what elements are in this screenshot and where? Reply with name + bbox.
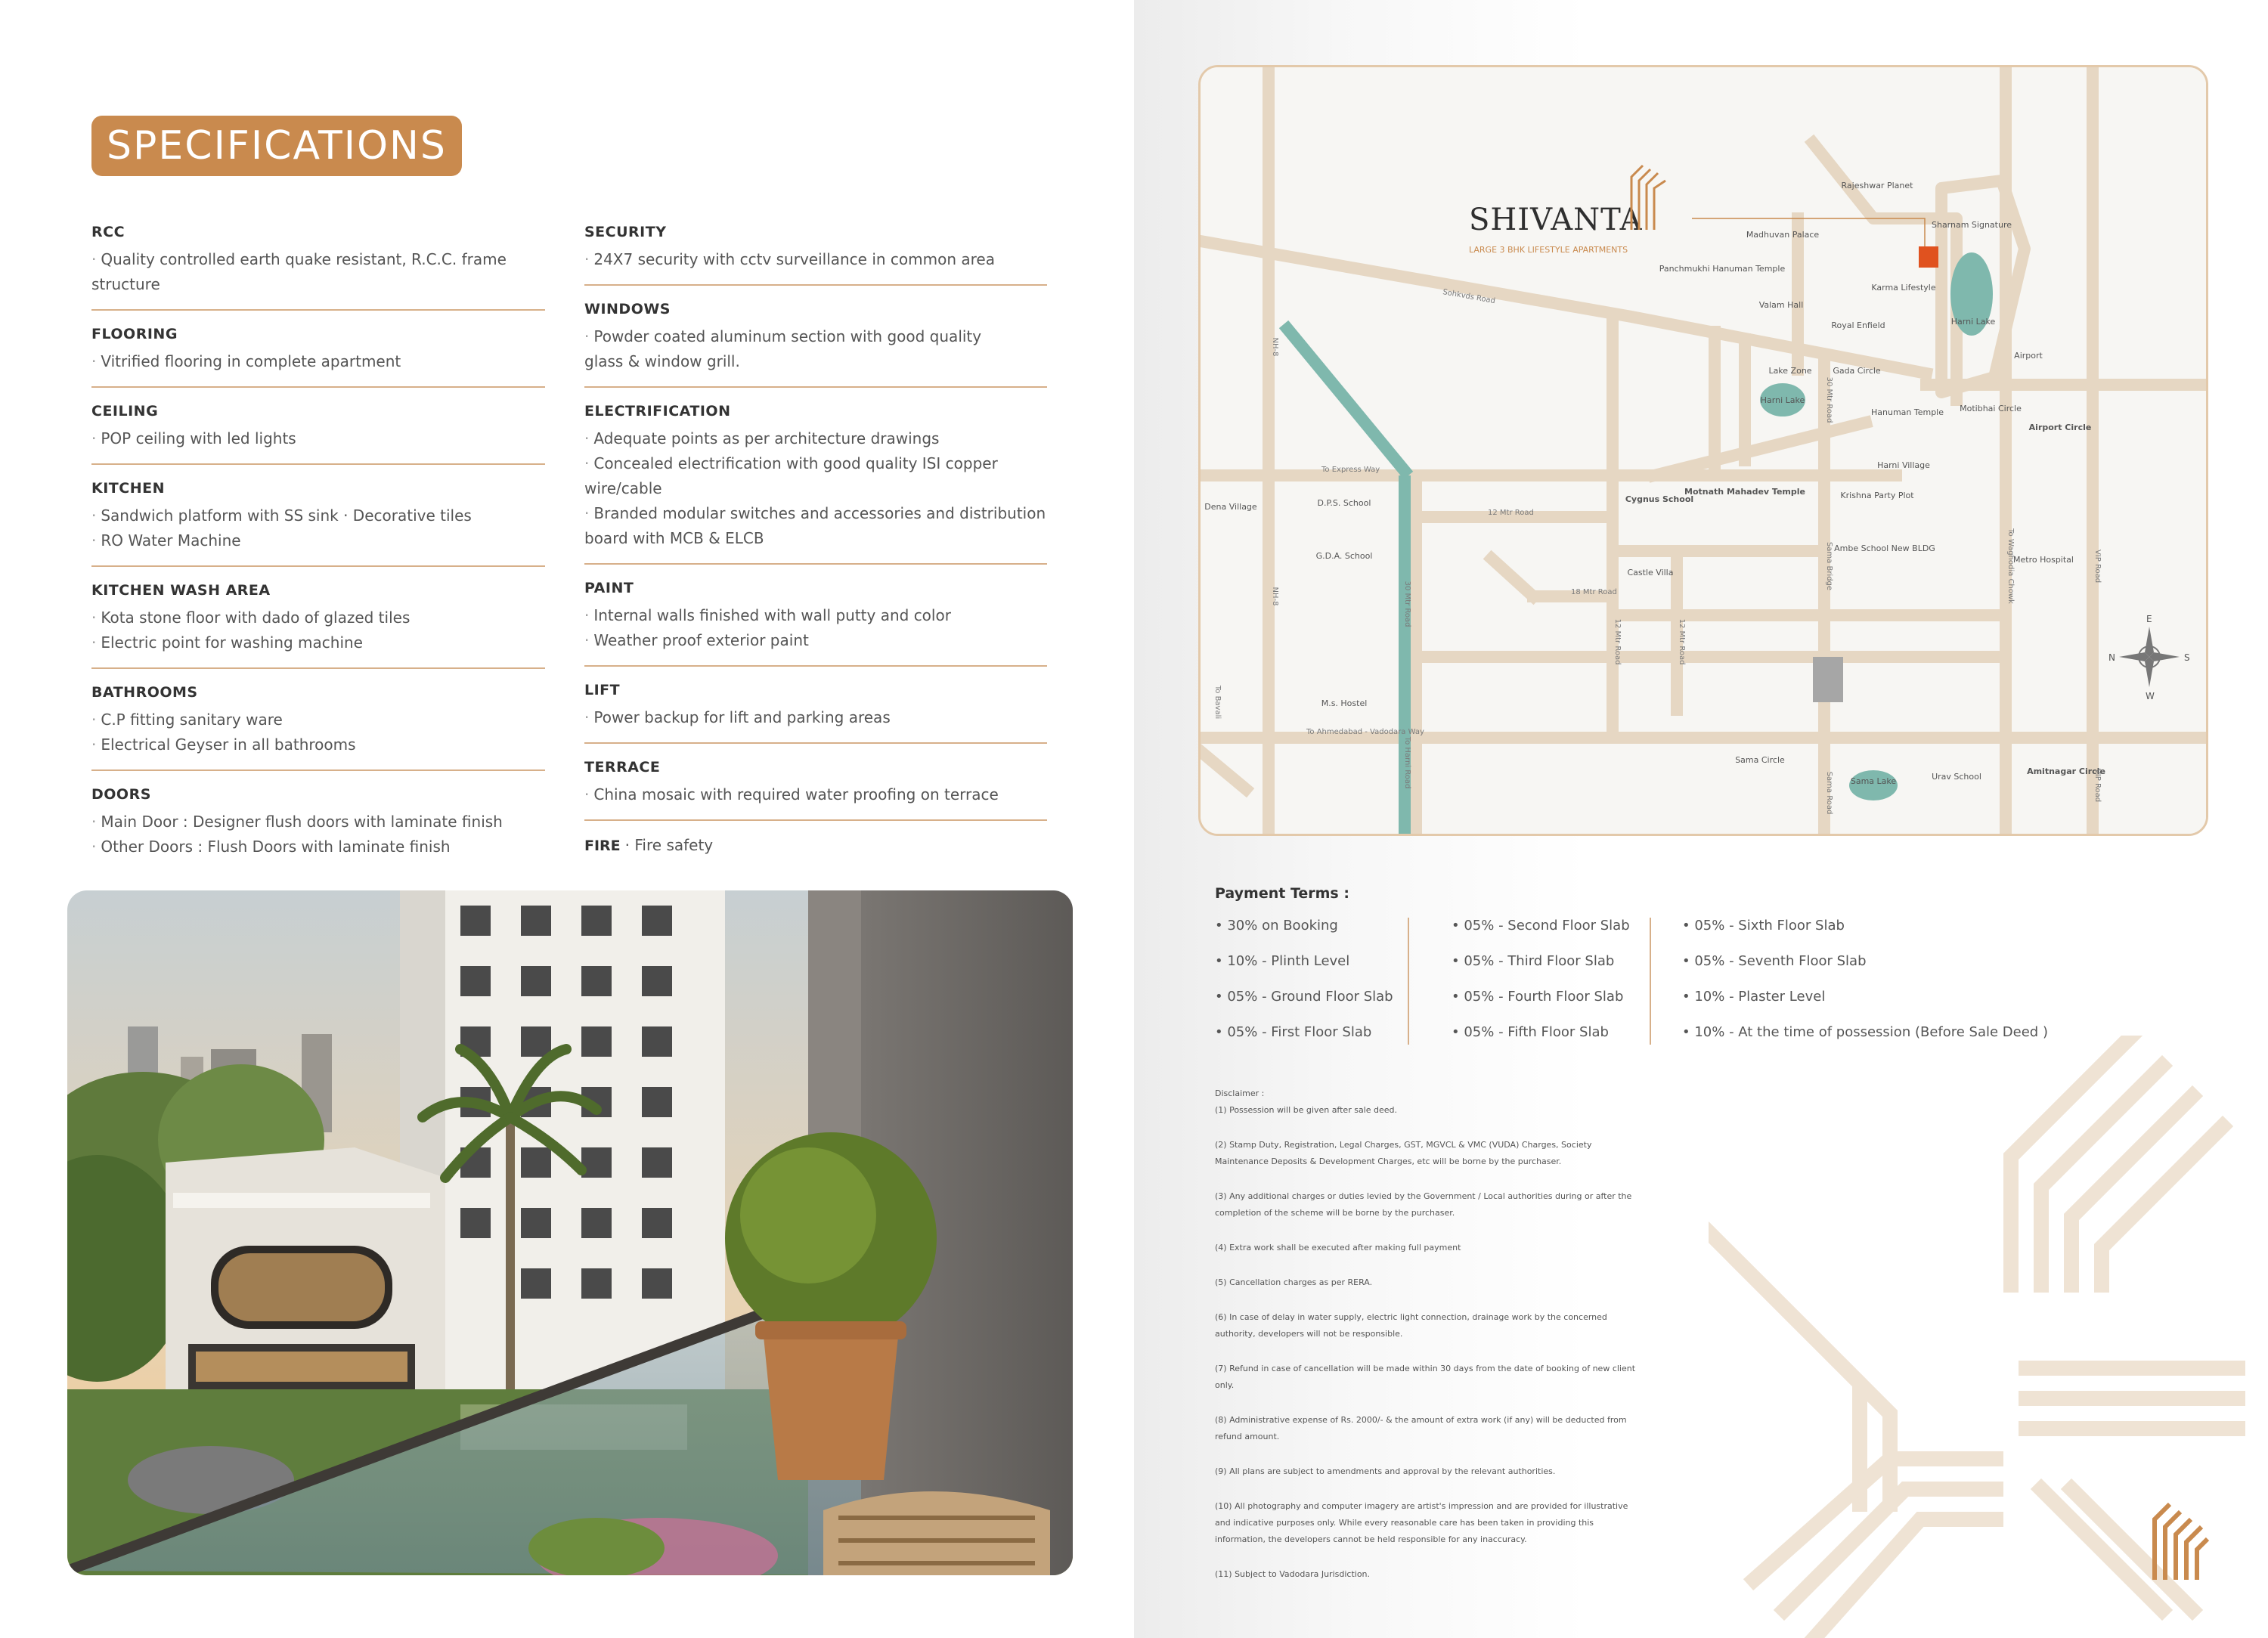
disclaimer — [1215, 1085, 1638, 1601]
map-label-harni-lake: Harni Lake — [1950, 317, 1996, 327]
map-label-krishna: Krishna Party Plot — [1840, 491, 1914, 500]
spec-rcc: RCC · Quality controlled earth quake resistant, R.C.C. frame structure — [91, 224, 545, 311]
payment-divider — [1408, 918, 1409, 1045]
spec-line: POP ceiling with led lights — [101, 429, 296, 447]
spec-paint: PAINT · Internal walls finished with wall putty and color · Weather proof exterior paint — [584, 580, 1047, 667]
spec-title: PAINT — [584, 580, 634, 596]
spec-line: Branded modular switches and accessories and distribution — [593, 504, 1046, 522]
spec-line: China mosaic with required water proofing on terrace — [593, 785, 999, 804]
payment-item: • 10% - Plaster Level — [1682, 989, 1826, 1005]
payment-item: • 05% - First Floor Slab — [1215, 1024, 1372, 1040]
spec-line: RO Water Machine — [101, 531, 241, 550]
spec-title: FIRE — [584, 838, 621, 854]
spec-line: Adequate points as per architecture drawings — [593, 429, 940, 447]
spec-line: board with MCB & ELCB — [584, 529, 764, 547]
map-road-soham-road: Sohkvds Road — [1442, 288, 1496, 306]
spec-line: C.P fitting sanitary ware — [101, 711, 283, 729]
spec-title: BATHROOMS — [91, 684, 198, 701]
spec-line: Other Doors : Flush Doors with laminate finish — [101, 838, 451, 856]
location-map — [1198, 65, 2208, 836]
map-road-sama-bridge: Sama Bridge — [1825, 541, 1833, 591]
disclaimer-item: (9) All plans are subject to amendments and approval by the relevant authorities. — [1215, 1466, 1556, 1476]
spec-title: KITCHEN — [91, 480, 165, 497]
spec-line: Powder coated aluminum section with good quality — [593, 327, 982, 345]
compass-n: N — [2108, 652, 2115, 663]
spec-title: RCC — [91, 224, 125, 240]
spec-line: Electric point for washing machine — [101, 633, 363, 652]
map-brand-tagline: LARGE 3 BHK LIFESTYLE APARTMENTS — [1469, 245, 1628, 255]
payment-item: • 10% - At the time of possession (Before Sale Deed ) — [1682, 1024, 2048, 1040]
map-road-nh8-bottom: NH-8 — [1271, 587, 1279, 606]
payment-divider — [1650, 918, 1651, 1045]
spec-line: Internal walls finished with wall putty and color — [593, 606, 951, 624]
map-label-rajeshwar: Rajeshwar Planet — [1841, 181, 1913, 190]
shivanta-logo-mark — [2147, 1466, 2212, 1580]
spec-ceiling: CEILING · POP ceiling with led lights — [91, 403, 545, 465]
map-label-panchmukhi: Panchmukhi Hanuman Temple — [1659, 264, 1786, 274]
map-label-harni-village: Harni Village — [1877, 460, 1930, 470]
map-road-18-mtr-road: 18 Mtr Road — [1571, 588, 1617, 596]
spec-title: FLOORING — [91, 326, 178, 342]
payment-item: • 05% - Fifth Floor Slab — [1452, 1024, 1609, 1040]
right-page — [1134, 0, 2268, 1638]
map-label-hanuman: Hanuman Temple — [1870, 407, 1944, 417]
spec-line: Electrical Geyser in all bathrooms — [101, 735, 356, 754]
payment-column-1 — [1215, 918, 1393, 1060]
map-label-metro: Metro Hospital — [2013, 555, 2074, 565]
spec-line: Weather proof exterior paint — [593, 631, 809, 649]
spec-title: ELECTRIFICATION — [584, 403, 731, 420]
disclaimer-item: (10) All photography and computer imagery are artist's impression and are provided for illustrative and indicative purposes only. While every reasonable care has been taken in providing this information, the developers cannot be held responsible for any inaccuracy. — [1215, 1501, 1628, 1544]
map-label-airport: Airport — [2014, 351, 2043, 361]
balcony-rendering-image — [67, 890, 1073, 1575]
spec-fire — [584, 836, 1047, 854]
map-brand-name: SHIVANTA — [1469, 203, 1643, 237]
payment-item: • 05% - Ground Floor Slab — [1215, 989, 1393, 1005]
map-label-sama-lake: Sama Lake — [1850, 776, 1897, 786]
map-label-lake-zone: Lake Zone — [1768, 366, 1812, 376]
disclaimer-item: (5) Cancellation charges as per RERA. — [1215, 1277, 1373, 1287]
map-label-royal: Royal Enfield — [1831, 320, 1885, 330]
map-road-12-mtr-road: 12 Mtr Road — [1488, 509, 1534, 517]
spec-line: Quality controlled earth quake resistant, R.C.C. frame structure — [91, 250, 507, 293]
map-road-12-mtr-road-v: 12 Mtr Road — [1613, 618, 1622, 665]
map-road-sama-road: Sama Road — [1825, 771, 1833, 815]
spec-line: 24X7 security with cctv surveillance in common area — [593, 250, 995, 268]
spec-kitchen-wash-area: KITCHEN WASH AREA · Kota stone floor with dado of glazed tiles · Electric point for washing machine — [91, 582, 545, 669]
map-label-valam: Valam Hall — [1758, 300, 1804, 310]
spec-line: · Fire safety — [624, 836, 714, 854]
map-label-dps: D.P.S. School — [1317, 498, 1371, 508]
disclaimer-item: (2) Stamp Duty, Registration, Legal Charges, GST, MGVCL & VMC (VUDA) Charges, Society Maintenance Deposits & Development Charges, etc will be borne by the purchaser. — [1215, 1140, 1592, 1166]
map-label-dena: Dena Village — [1204, 502, 1257, 512]
payment-item: • 30% on Booking — [1215, 918, 1338, 934]
map-label-amitnagar: Amitnagar Circle — [2027, 766, 2105, 776]
map-label-madhuvan: Madhuvan Palace — [1746, 230, 1820, 240]
map-road-nh8-top: NH-8 — [1271, 337, 1279, 357]
disclaimer-item: (3) Any additional charges or duties levied by the Government / Local authorities during or after the completion of the scheme will be borne by the purchaser. — [1215, 1191, 1632, 1218]
map-road-vip-road-b: VIP Road — [2093, 768, 2102, 803]
spec-line: Power backup for lift and parking areas — [593, 708, 891, 726]
map-label-castle: Castle Villa — [1627, 568, 1674, 577]
disclaimer-title: Disclaimer : — [1215, 1088, 1265, 1098]
disclaimer-item: (1) Possession will be given after sale deed. — [1215, 1105, 1397, 1115]
map-label-airport-circle: Airport Circle — [2028, 423, 2092, 432]
map-road-vip-road: VIP Road — [2093, 549, 2102, 584]
disclaimer-item: (4) Extra work shall be executed after making full payment — [1215, 1243, 1461, 1252]
spec-terrace: TERRACE · China mosaic with required water proofing on terrace — [584, 759, 1047, 821]
payment-column-3 — [1682, 918, 2048, 1060]
compass-e: E — [2146, 614, 2152, 624]
spec-windows: WINDOWS · Powder coated aluminum section with good quality glass & window grill. — [584, 301, 1047, 388]
spec-title: TERRACE — [584, 759, 661, 776]
spec-title: CEILING — [91, 403, 159, 420]
spec-kitchen: KITCHEN · Sandwich platform with SS sink · Decorative tiles · RO Water Machine — [91, 480, 545, 567]
spec-title: KITCHEN WASH AREA — [91, 582, 271, 599]
map-label-ms-hostel: M.s. Hostel — [1321, 698, 1368, 708]
map-road-express-way: To Express Way — [1321, 466, 1380, 474]
spec-title: SECURITY — [584, 224, 667, 240]
payment-item: • 05% - Second Floor Slab — [1452, 918, 1630, 934]
map-road-waghodia: To Waghodia Chowk — [2006, 528, 2015, 604]
spec-title: DOORS — [91, 786, 151, 803]
map-label-karma: Karma Lifestyle — [1871, 283, 1936, 293]
spec-line: Sandwich platform with SS sink · Decorative tiles — [101, 506, 472, 525]
map-road-30-mtr-road-b: 30 Mtr Road — [1825, 376, 1833, 423]
map-label-urav: Urav School — [1932, 772, 1981, 782]
map-road-to-harni: To Harni Road — [1403, 736, 1411, 789]
spec-bathrooms: BATHROOMS · C.P fitting sanitary ware · Electrical Geyser in all bathrooms — [91, 684, 545, 771]
map-label-motibhai: Motibhai Circle — [1960, 404, 2022, 413]
spec-flooring: FLOORING · Vitrified flooring in complete apartment — [91, 326, 545, 388]
map-label-gda: G.D.A. School — [1315, 551, 1373, 561]
disclaimer-item: (8) Administrative expense of Rs. 2000/- & the amount of extra work (if any) will be deducted from refund amount. — [1215, 1415, 1627, 1441]
map-road-to-bavali: To Bavali — [1213, 685, 1222, 720]
spec-lift: LIFT · Power backup for lift and parking areas — [584, 682, 1047, 744]
map-road-ahmedabad-vadodara: To Ahmedabad - Vadodara Way — [1306, 728, 1424, 736]
disclaimer-item: (11) Subject to Vadodara Jurisdiction. — [1215, 1569, 1371, 1579]
spec-doors: DOORS · Main Door : Designer flush doors with laminate finish · Other Doors : Flush Doors with laminate finish — [91, 786, 545, 872]
compass-w: W — [2146, 691, 2155, 701]
compass-s: S — [2184, 652, 2190, 663]
spec-line: Main Door : Designer flush doors with laminate finish — [101, 813, 503, 831]
payment-item: • 05% - Sixth Floor Slab — [1682, 918, 1845, 934]
map-label-gada: Gada Circle — [1833, 366, 1881, 376]
map-label-ambe: Ambe School New BLDG — [1834, 543, 1935, 553]
spec-column-right — [584, 224, 1047, 854]
map-label-shaman: Sharnam Signature — [1931, 220, 2012, 230]
spec-security: SECURITY · 24X7 security with cctv surveillance in common area — [584, 224, 1047, 286]
spec-line: Vitrified flooring in complete apartment — [101, 352, 401, 370]
map-label-sama-circle: Sama Circle — [1735, 755, 1785, 765]
disclaimer-item: (6) In case of delay in water supply, electric light connection, drainage work by the concerned authority, developers will not be responsible. — [1215, 1312, 1607, 1339]
spec-title: LIFT — [584, 682, 621, 698]
payment-item: • 05% - Seventh Floor Slab — [1682, 953, 1867, 969]
payment-item: • 05% - Third Floor Slab — [1452, 953, 1615, 969]
spec-line: glass & window grill. — [584, 352, 740, 370]
payment-column-2 — [1452, 918, 1630, 1060]
payment-item: • 10% - Plinth Level — [1215, 953, 1350, 969]
map-road-30-mtr-road: 30 Mtr Road — [1403, 581, 1411, 627]
spec-electrification: ELECTRIFICATION · Adequate points as per architecture drawings · Concealed electrification with good quality ISI copper wire/cable · Branded modular switches and accessories and distribution board with MCB & ELCB — [584, 403, 1047, 565]
payment-item: • 05% - Fourth Floor Slab — [1452, 989, 1624, 1005]
disclaimer-item: (7) Refund in case of cancellation will be made within 30 days from the date of booking of new client only. — [1215, 1364, 1636, 1390]
spec-title: WINDOWS — [584, 301, 671, 317]
map-road-12-mtr-road-v2: 12 Mtr Road — [1678, 618, 1686, 665]
map-label-harni-lake2: Harni Lake — [1760, 395, 1805, 405]
spec-line: Concealed electrification with good quality ISI copper wire/cable — [584, 454, 998, 497]
map-label-cygnus: Cygnus School — [1625, 494, 1694, 504]
payment-terms-title: Payment Terms : — [1215, 885, 1349, 902]
specifications-heading: SPECIFICATIONS — [91, 116, 462, 176]
spec-column-left — [91, 224, 545, 887]
map-label-motnath: Motnath Mahadev Temple — [1684, 487, 1805, 497]
spec-line: Kota stone floor with dado of glazed tiles — [101, 608, 411, 627]
